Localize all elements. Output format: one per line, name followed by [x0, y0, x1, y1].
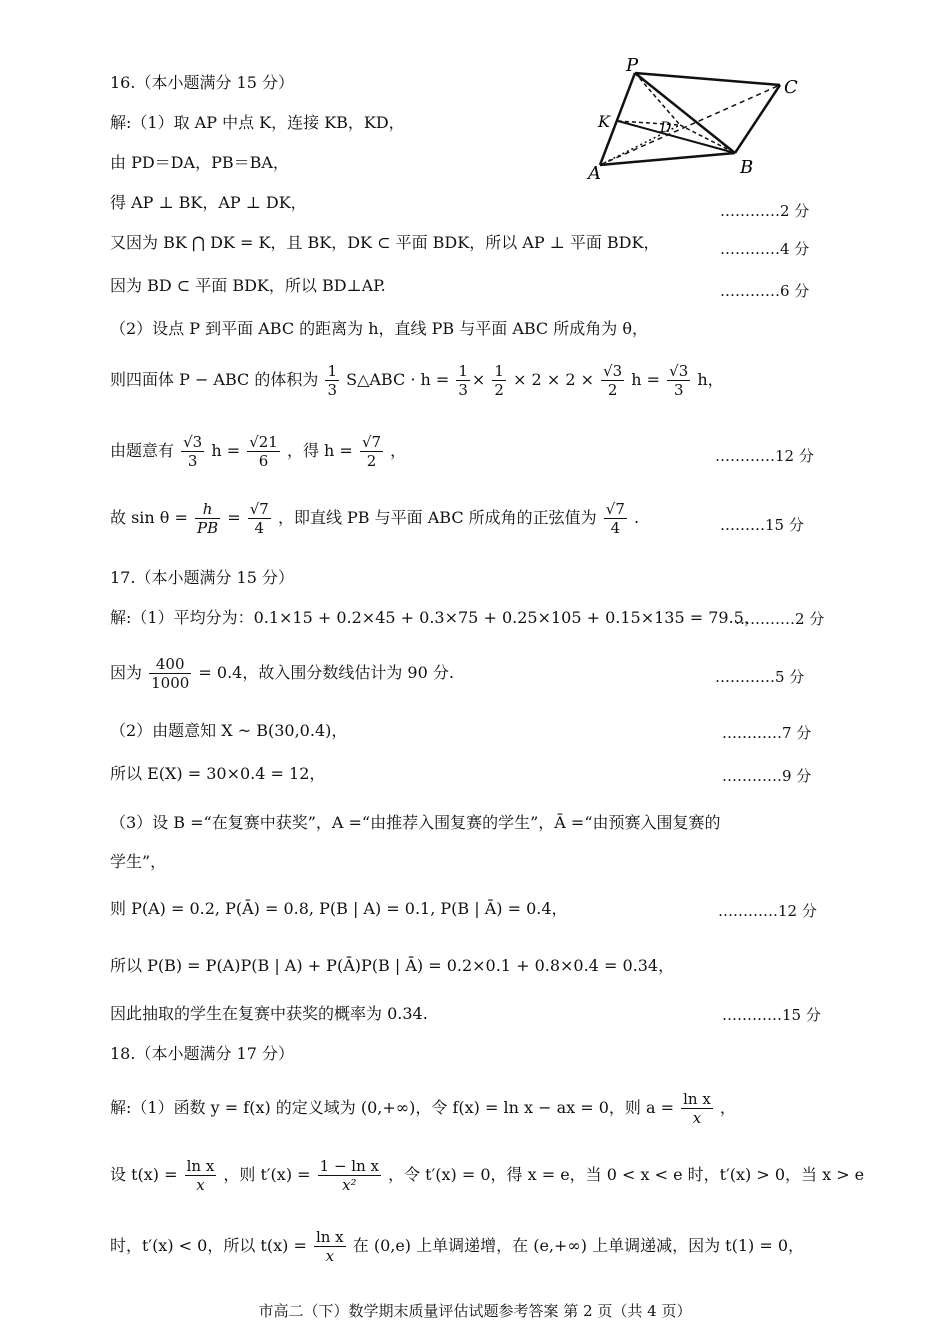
numerator: √3 [603, 362, 623, 380]
numerator: h [195, 500, 220, 519]
denominator: 3 [673, 381, 684, 399]
fraction-sqrt7-over-2 [360, 433, 383, 470]
q16-score-1: …………2 分 [720, 202, 810, 220]
label-D: D [660, 120, 672, 136]
q18-line2 [110, 1157, 864, 1194]
numerator: ln x [315, 1228, 344, 1246]
q17-line9: 因此抽取的学生在复赛中获奖的概率为 0.34. [110, 1004, 428, 1023]
q16-sine-text-c: ，即直线 PB 与平面 ABC 所成角的正弦值为 [277, 508, 597, 527]
q18-line1-text-b: ， [719, 1098, 736, 1117]
denominator: PB [197, 519, 219, 537]
denominator: 2 [607, 381, 618, 399]
fraction-sqrt7-over-4-2 [604, 500, 627, 537]
q17-line2 [110, 655, 454, 692]
fraction-one-third-2 [456, 362, 470, 399]
q16-score-3: …………6 分 [720, 282, 810, 300]
q16-score-4: …………12 分 [715, 447, 814, 465]
fraction-sqrt3-over-3 [667, 362, 690, 399]
label-B: B [740, 157, 754, 178]
edge-PB [635, 73, 735, 153]
tetrahedron-figure [580, 55, 810, 185]
q16-sine-text-a: 故 sin θ = [110, 508, 188, 527]
q16-line5: 因为 BD ⊂ 平面 BDK，所以 BD⊥AP. [110, 276, 386, 295]
numerator: √7 [361, 433, 382, 451]
q17-line5: （3）设 B =“在复赛中获奖”，A =“由推荐入围复赛的学生”，Ā =“由预赛入围复赛的 [110, 813, 721, 832]
numerator: √7 [249, 500, 269, 518]
denominator: 2 [366, 452, 377, 470]
q17-score-3: …………7 分 [722, 724, 812, 742]
q17-line2-text-a: 因为 [110, 663, 143, 682]
denominator: 3 [327, 381, 338, 399]
q16-line2: 由 PD＝DA，PB＝BA， [110, 153, 289, 172]
page-footer: 市高二（下）数学期末质量评估试题参考答案 第 2 页（共 4 页） [258, 1302, 692, 1320]
q16-volume-text-b: S△ABC · h = [346, 370, 450, 389]
numerator: 1 − ln x [319, 1157, 379, 1175]
q16-header: 16.（本小题满分 15 分） [110, 73, 294, 92]
q17-line1: 解:（1）平均分为：0.1×15 + 0.2×45 + 0.3×75 + 0.25×105 + 0.15×135 = 79.5， [110, 608, 760, 627]
q18-line3-text-a: 时，t′(x) < 0，所以 t(x) = [110, 1236, 307, 1255]
fraction-1-minus-lnx-over-x2 [318, 1157, 381, 1194]
fraction-lnx-over-x-3 [314, 1228, 346, 1265]
fraction-sqrt3-over-2 [601, 362, 624, 399]
numerator: ln x [683, 1090, 711, 1108]
q18-line1 [110, 1090, 736, 1127]
q16-line3: 得 AP ⊥ BK，AP ⊥ DK， [110, 193, 307, 212]
fraction-sqrt7-over-4 [248, 500, 271, 537]
numerator: √21 [249, 433, 278, 451]
q16-score-5: ………15 分 [720, 516, 804, 534]
denominator: x [692, 1109, 702, 1127]
edge-KB [618, 121, 735, 153]
fraction-lnx-over-x-2 [185, 1157, 217, 1194]
edge-AB [600, 153, 735, 165]
denominator: 4 [254, 519, 265, 537]
q16-volume-text-c: × 2 × 2 × [513, 370, 594, 389]
fraction-sqrt3-over-3 [181, 433, 204, 470]
numerator: √7 [605, 500, 625, 518]
q18-line2-text-b: ，则 t′(x) = [223, 1165, 311, 1184]
numerator: 1 [327, 362, 338, 380]
label-A: A [588, 163, 601, 184]
fraction-one-half [492, 362, 506, 399]
label-K: K [598, 112, 610, 131]
numerator: ln x [186, 1157, 215, 1175]
numerator: √3 [669, 362, 689, 380]
q17-score-5: …………12 分 [718, 902, 817, 920]
q16-height-text-a: 由题意有 [110, 441, 175, 460]
edge-PD [635, 73, 680, 125]
q16-sine-line [110, 500, 639, 537]
q16-volume-line: 则四面体 P − ABC 的体积为 $\frac{1}{3}$ S△ABC · h = $\frac{1}{3}$ × $\frac{1}{2}$ × 2 × 2 × $\frac{√3}{2}$ h = $\frac{√3}{3}$ h， [110, 362, 724, 399]
q16-line1: 解:（1）取 AP 中点 K，连接 KB，KD， [110, 113, 405, 132]
label-P: P [626, 55, 639, 76]
q17-line4: 所以 E(X) = 30×0.4 = 12， [110, 764, 326, 783]
q18-line3 [110, 1228, 804, 1265]
q16-sine-text-d: . [633, 508, 640, 527]
q17-line7: 则 P(A) = 0.2, P(Ā) = 0.8, P(B | A) = 0.1, P(B | Ā) = 0.4， [110, 899, 568, 918]
q17-score-6: …………15 分 [722, 1006, 821, 1024]
q16-height-text-b: h = [211, 441, 241, 460]
q18-line2-text-c: ，令 t′(x) = 0，得 x = e，当 0 < x < e 时，t′(x) > 0，当 x > e [388, 1165, 865, 1184]
q16-height-text-d: ， [390, 441, 407, 460]
fraction-400-over-1000 [149, 655, 191, 692]
numerator: 1 [458, 362, 468, 380]
q16-score-2: …………4 分 [720, 240, 810, 258]
denominator: 4 [610, 519, 621, 537]
q16-line4: 又因为 BK ⋂ DK = K，且 BK，DK ⊂ 平面 BDK，所以 AP ⊥ 平面 BDK， [110, 233, 660, 252]
q18-line3-text-b: 在 (0,e) 上单调递增，在 (e,+∞) 上单调递减，因为 t(1) = 0， [352, 1236, 805, 1255]
q18-header: 18.（本小题满分 17 分） [110, 1044, 294, 1063]
numerator: 400 [149, 655, 191, 674]
q17-line3: （2）由题意知 X ~ B(30,0.4)， [110, 721, 348, 740]
denominator: 3 [458, 381, 468, 399]
q18-line2-text-a: 设 t(x) = [110, 1165, 178, 1184]
q16-line6: （2）设点 P 到平面 ABC 的距离为 h，直线 PB 与平面 ABC 所成角为 θ， [110, 319, 648, 338]
q17-line8: 所以 P(B) = P(A)P(B | A) + P(Ā)P(B | Ā) = 0.2×0.1 + 0.8×0.4 = 0.34， [110, 956, 675, 975]
denominator: 6 [258, 452, 269, 470]
fraction-one-third [325, 362, 339, 399]
q16-volume-text-e: h， [697, 370, 724, 389]
q17-score-1: …………2 分 [735, 610, 825, 628]
numerator: √3 [183, 433, 203, 451]
q17-score-2: …………5 分 [715, 668, 805, 686]
denominator: x [325, 1247, 335, 1265]
edge-DB [680, 125, 735, 153]
q16-volume-text-d: h = [631, 370, 661, 389]
q17-line2-text-b: = 0.4，故入围分数线估计为 90 分. [198, 663, 454, 682]
fraction-h-over-pb [195, 500, 220, 537]
q16-height-line [110, 433, 406, 470]
denominator: x [196, 1176, 205, 1194]
q16-volume-text-a: 则四面体 P − ABC 的体积为 [110, 370, 319, 389]
fraction-lnx-over-x [681, 1090, 713, 1127]
denominator: 3 [187, 452, 198, 470]
q17-line6: 学生”， [110, 852, 167, 871]
denominator: 2 [494, 381, 504, 399]
q16-sine-text-b: = [227, 508, 241, 527]
q16-height-text-c: ，得 h = [286, 441, 353, 460]
edge-PC [635, 73, 780, 85]
denominator: 1000 [151, 674, 190, 692]
numerator: 1 [494, 362, 504, 380]
denominator: x² [342, 1176, 357, 1194]
q18-line1-text-a: 解:（1）函数 y = f(x) 的定义域为 (0,+∞)，令 f(x) = ln x − ax = 0，则 a = [110, 1098, 675, 1117]
label-C: C [784, 77, 798, 98]
fraction-sqrt21-over-6 [247, 433, 280, 470]
q17-header: 17.（本小题满分 15 分） [110, 568, 294, 587]
q17-score-4: …………9 分 [722, 767, 812, 785]
